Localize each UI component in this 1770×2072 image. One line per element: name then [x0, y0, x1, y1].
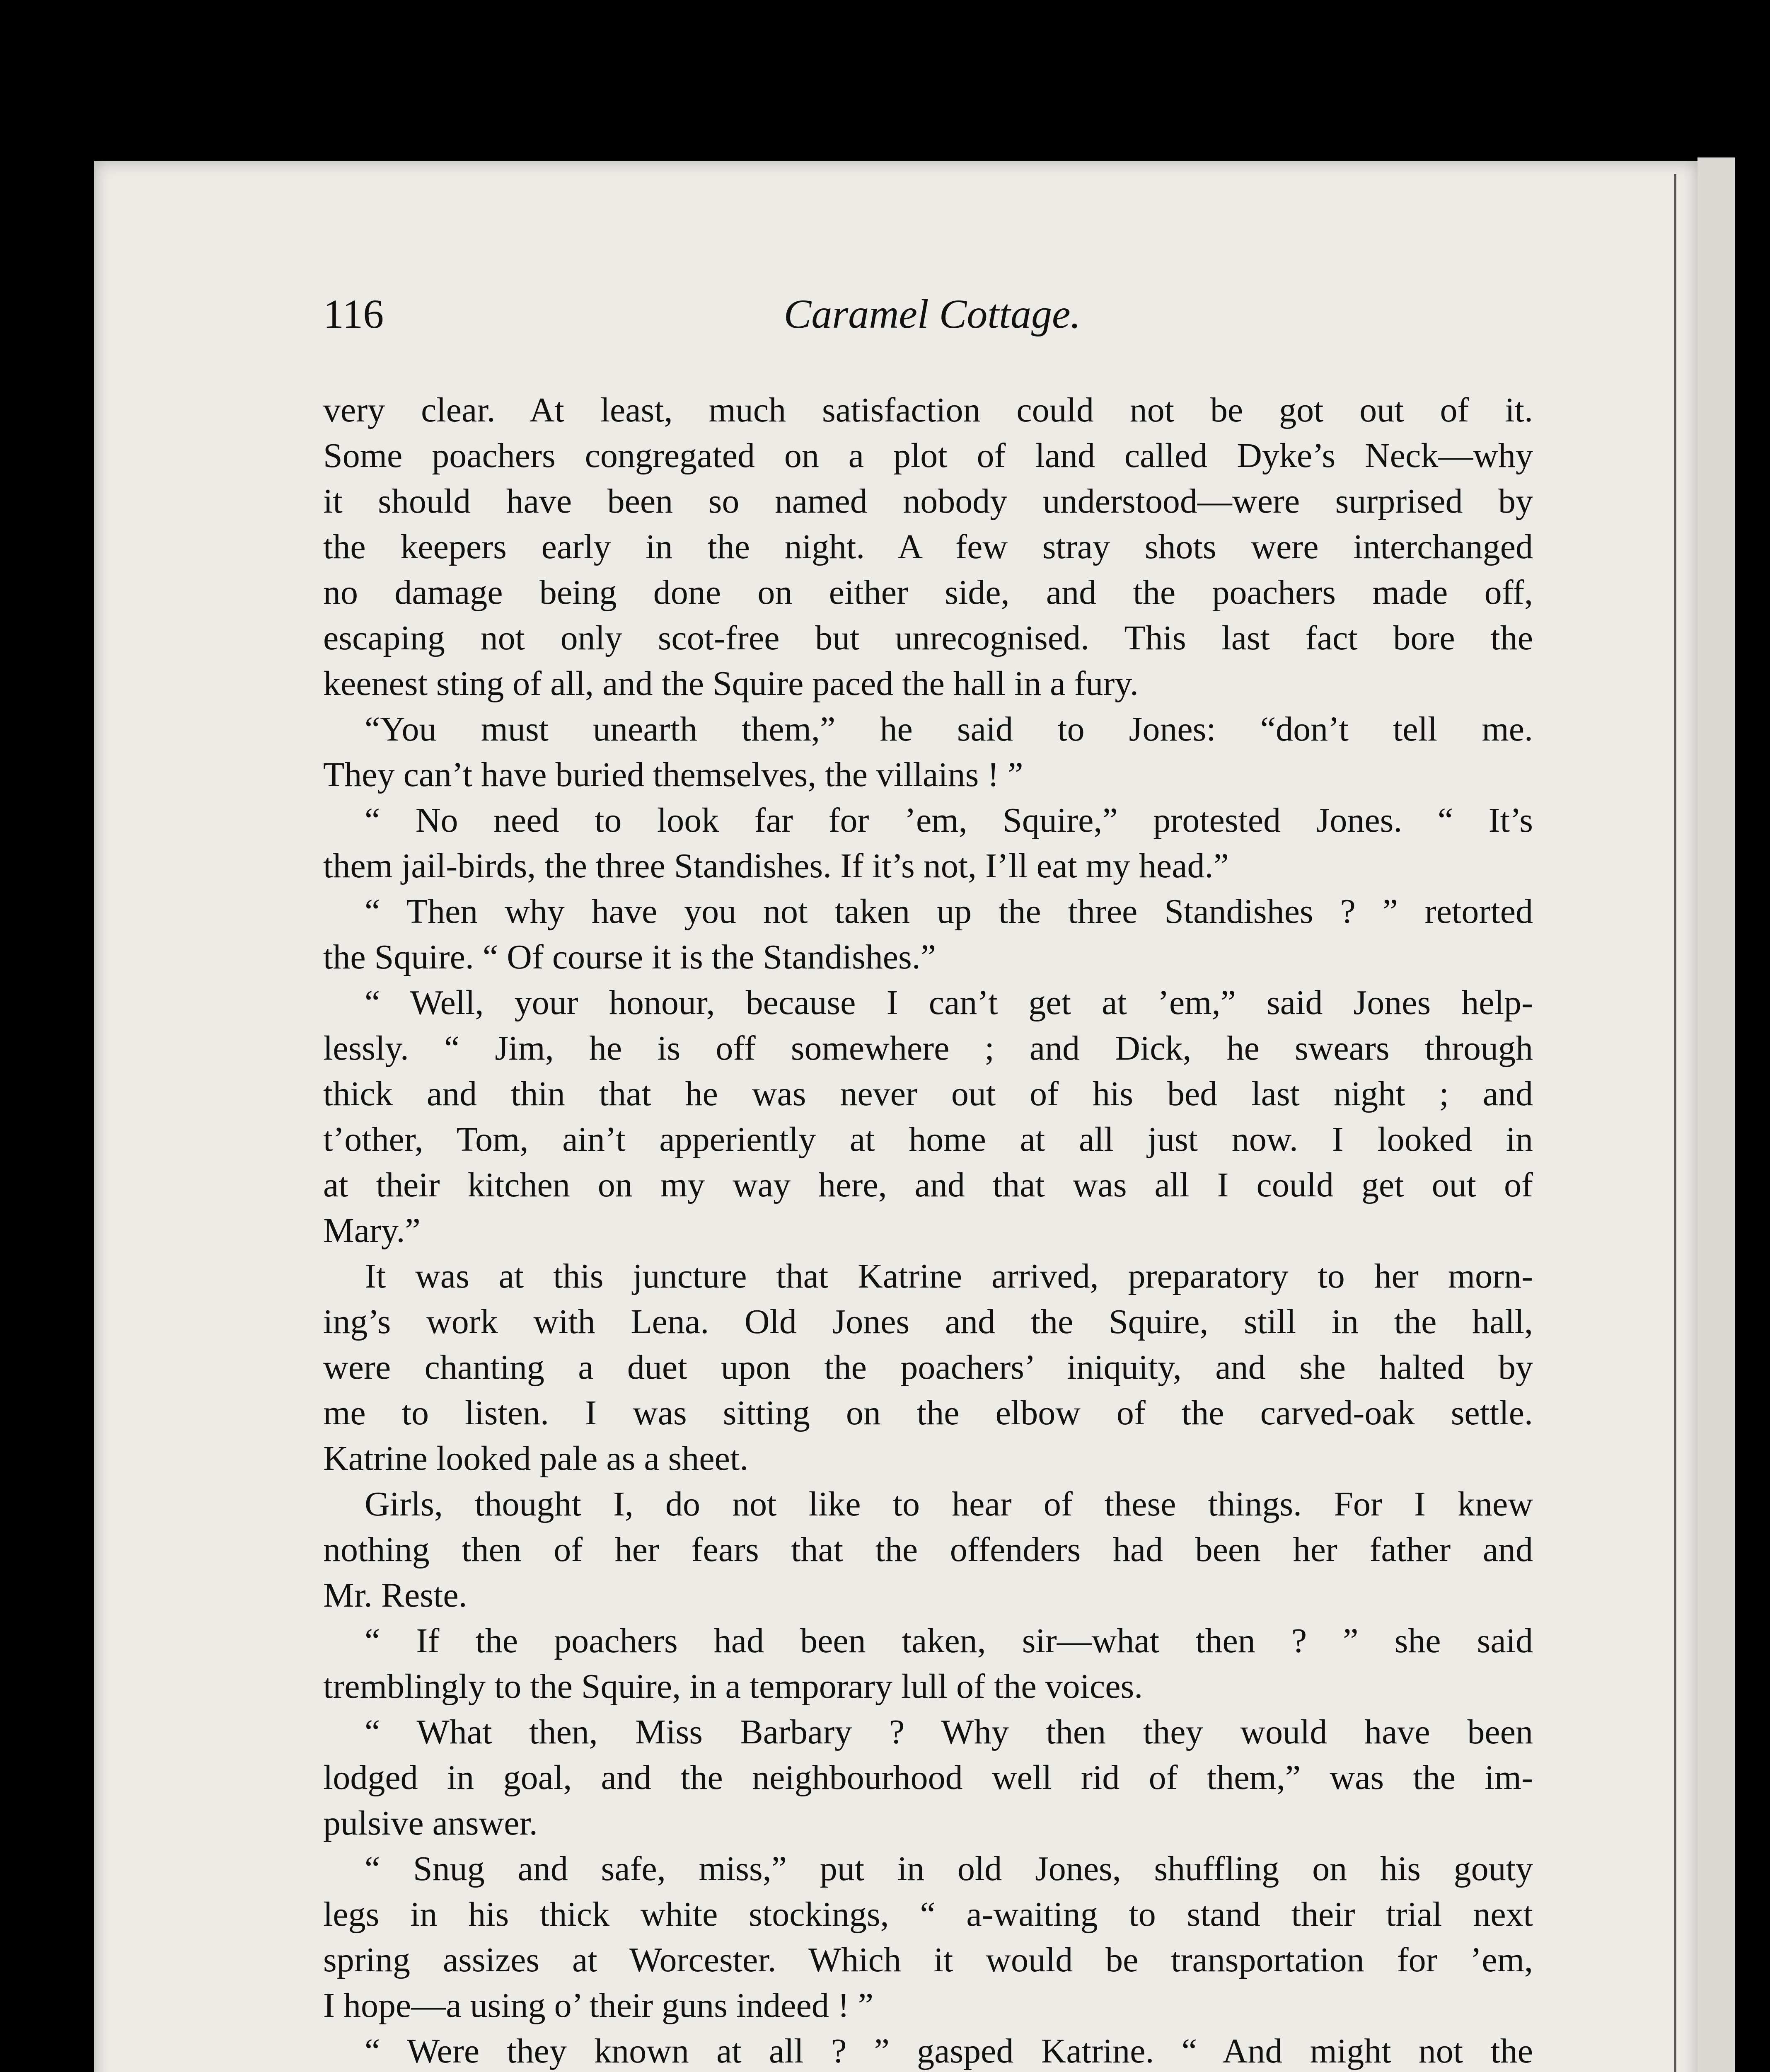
- text-line: Mary.”: [323, 1211, 421, 1250]
- text-line: the keepers early in the night. A few stray shots were interchanged: [323, 528, 1533, 566]
- text-line: pulsive answer.: [323, 1804, 538, 1842]
- text-line: me to listen. I was sitting on the elbow of the carved-oak settle.: [323, 1394, 1533, 1432]
- text-line: the Squire. “ Of course it is the Standishes.”: [323, 938, 936, 976]
- text-line: “ No need to look far for ’em, Squire,” protested Jones. “ It’s: [365, 801, 1533, 840]
- text-line: “ What then, Miss Barbary ? Why then they would have been: [365, 1713, 1533, 1751]
- text-line: thick and thin that he was never out of his bed last night ; and: [323, 1075, 1533, 1113]
- text-line: at their kitchen on my way here, and that was all I could get out of: [323, 1166, 1533, 1204]
- text-line: “ Snug and safe, miss,” put in old Jones, shuffling on his gouty: [365, 1849, 1533, 1888]
- text-line: “You must unearth them,” he said to Jones: “don’t tell me.: [365, 710, 1533, 748]
- running-title: Caramel Cottage.: [783, 291, 1081, 337]
- text-line: “ Then why have you not taken up the three Standishes ? ” retorted: [365, 892, 1533, 931]
- text-line: legs in his thick white stockings, “ a-waiting to stand their trial next: [323, 1895, 1533, 1934]
- text-line: They can’t have buried themselves, the villains ! ”: [323, 755, 1023, 794]
- text-line: “ Were they known at all ? ” gasped Katrine. “ And might not the: [365, 2032, 1533, 2070]
- text-line: were chanting a duet upon the poachers’ iniquity, and she halted by: [323, 1348, 1533, 1387]
- text-line: keenest sting of all, and the Squire paced the hall in a fury.: [323, 664, 1139, 703]
- text-line: no damage being done on either side, and the poachers made off,: [323, 573, 1533, 612]
- text-line: them jail-birds, the three Standishes. If it’s not, I’ll eat my head.”: [323, 847, 1229, 885]
- text-line: Mr. Reste.: [323, 1576, 467, 1615]
- text-line: Some poachers congregated on a plot of land called Dyke’s Neck—why: [323, 436, 1533, 475]
- text-line: Girls, thought I, do not like to hear of these things. For I knew: [365, 1485, 1533, 1523]
- text-line: It was at this juncture that Katrine arrived, preparatory to her morn-: [365, 1257, 1533, 1295]
- text-line: lodged in goal, and the neighbourhood well rid of them,” was the im-: [323, 1758, 1533, 1797]
- text-line: very clear. At least, much satisfaction could not be got out of it.: [323, 391, 1533, 429]
- text-line: ing’s work with Lena. Old Jones and the Squire, still in the hall,: [323, 1302, 1533, 1341]
- facing-page-edge: [1697, 157, 1735, 2072]
- text-line: tremblingly to the Squire, in a temporary lull of the voices.: [323, 1667, 1143, 1706]
- text-line: Katrine looked pale as a sheet.: [323, 1439, 749, 1478]
- page-number: 116: [323, 291, 384, 337]
- page-header: [323, 290, 1541, 348]
- text-line: lessly. “ Jim, he is off somewhere ; and Dick, he swears through: [323, 1029, 1533, 1067]
- text-line: it should have been so named nobody understood—were surprised by: [323, 482, 1533, 520]
- text-line: “ Well, your honour, because I can’t get at ’em,” said Jones help-: [365, 983, 1533, 1022]
- page-gutter: [1674, 174, 1676, 2072]
- text-line: t’other, Tom, ain’t apperiently at home at all just now. I looked in: [323, 1120, 1533, 1159]
- body-text: [323, 387, 1533, 2072]
- text-line: “ If the poachers had been taken, sir—what then ? ” she said: [365, 1622, 1533, 1660]
- text-line: I hope—a using o’ their guns indeed ! ”: [323, 1986, 874, 2025]
- text-line: escaping not only scot-free but unrecognised. This last fact bore the: [323, 619, 1533, 657]
- text-line: spring assizes at Worcester. Which it would be transportation for ’em,: [323, 1941, 1533, 1979]
- text-line: nothing then of her fears that the offenders had been her father and: [323, 1530, 1533, 1569]
